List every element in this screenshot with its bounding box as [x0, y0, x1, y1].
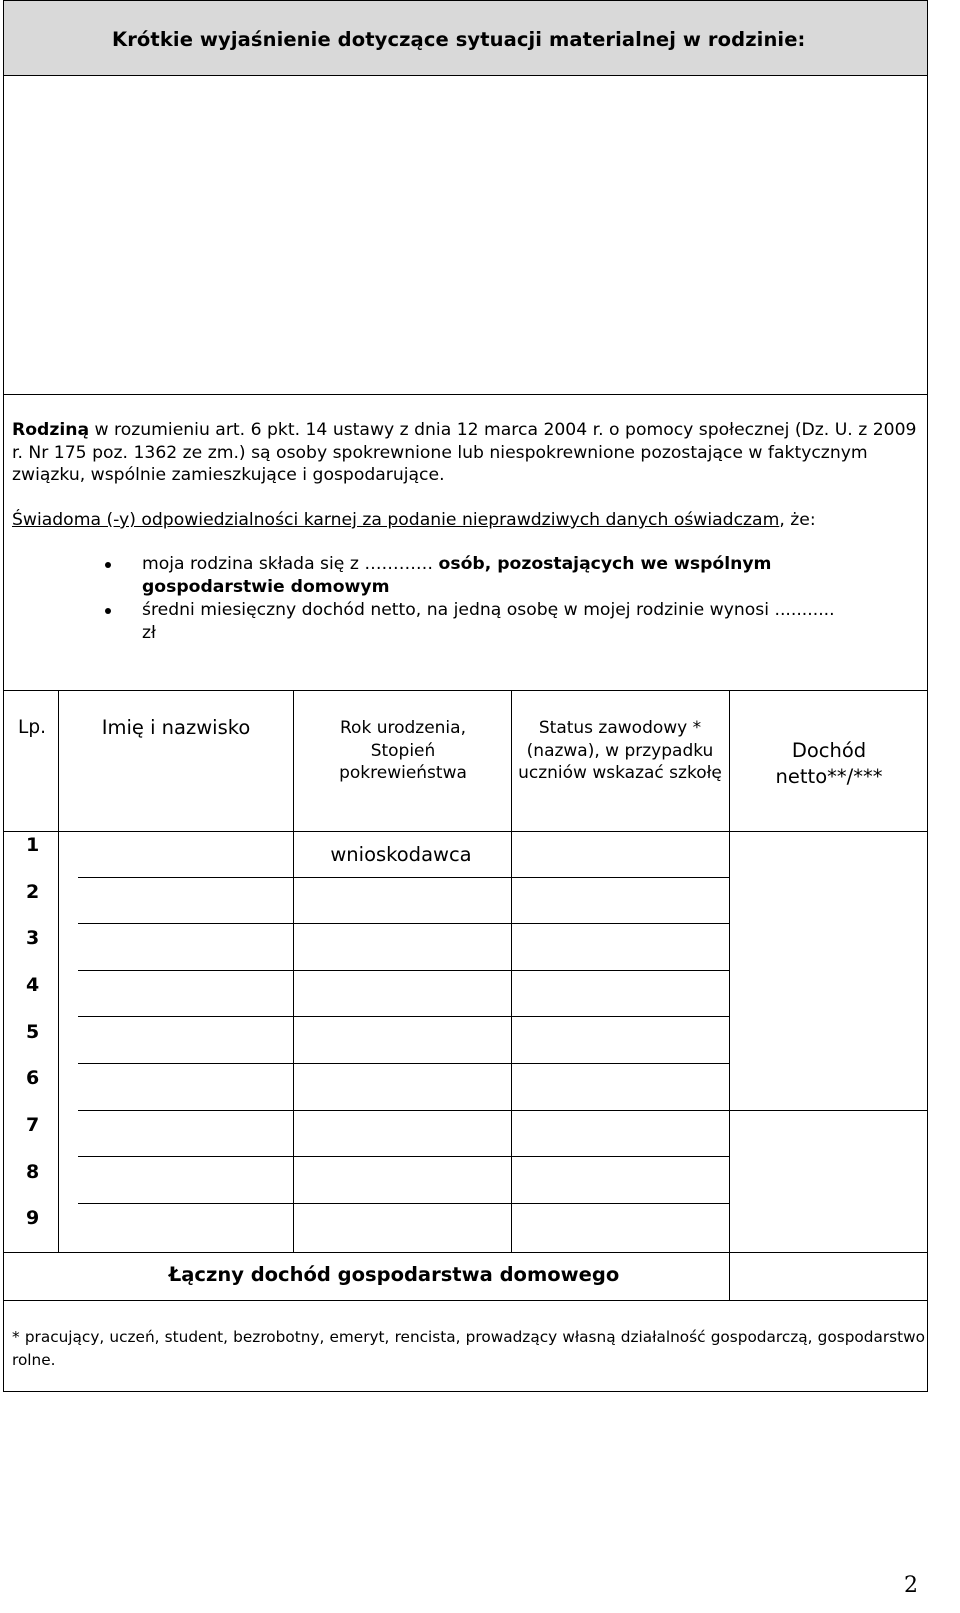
- row-number: 7: [26, 1114, 40, 1136]
- col-divider-birth: [511, 690, 512, 1252]
- row-number: 9: [26, 1207, 40, 1229]
- footnote: * pracujący, uczeń, student, bezrobotny, emeryt, rencista, prowadzący własną działalność gospodarczą, gospodarstwo rolne.: [12, 1328, 925, 1369]
- header-birth-relation: Rok urodzenia, Stopień pokrewieństwa: [339, 718, 467, 783]
- total-income-label: Łączny dochód gospodarstwa domowego: [168, 1263, 620, 1286]
- row-line: [78, 1063, 729, 1064]
- row-line: [78, 1156, 729, 1157]
- section-header: [4, 1, 927, 76]
- family-definition: [12, 419, 917, 487]
- bullet-dot: [105, 608, 111, 614]
- row-number: 8: [26, 1161, 40, 1183]
- row-number: 2: [26, 881, 40, 903]
- row-line: [729, 1110, 927, 1111]
- declaration: [12, 509, 917, 532]
- row-number: 5: [26, 1021, 40, 1043]
- row-number: 3: [26, 927, 40, 949]
- declaration-tail: , że:: [779, 510, 816, 530]
- form-frame: [3, 0, 928, 1392]
- total-row-bottom-border: [4, 1300, 927, 1301]
- row-number: 4: [26, 974, 40, 996]
- col-divider-lp: [58, 690, 59, 1252]
- table-top-border: [4, 690, 927, 691]
- header-lp: Lp.: [18, 717, 46, 738]
- applicant-role: wnioskodawca: [330, 843, 472, 866]
- table-body-bottom-border: [4, 1252, 927, 1253]
- header-income: Dochód netto**/***: [775, 739, 883, 788]
- divider: [4, 394, 927, 395]
- definition-term: Rodziną: [12, 420, 90, 440]
- col-divider-name: [293, 690, 294, 1252]
- page-number: 2: [904, 1573, 918, 1598]
- row-line: [78, 877, 293, 878]
- fill-in-dots: …………: [364, 554, 439, 574]
- row-number: 6: [26, 1067, 40, 1089]
- definition-text: w rozumieniu art. 6 pkt. 14 ustawy z dnia 12 marca 2004 r. o pomocy społecznej (Dz. U. z 2009 r. Nr 175 poz. 1362 ze zm.) są osoby spokrewnione lub niespokrewnione pozostające w faktycznym związku, wspólnie zamieszkujące i gospodarujące.: [12, 420, 917, 485]
- bullet-dot: [105, 562, 111, 568]
- bullet-family-size: moja rodzina składa się z ………… osób, pozostających we wspólnym gospodarstwie domowym: [142, 554, 772, 597]
- row-line: [293, 877, 729, 878]
- table-header-border: [4, 831, 927, 832]
- row-line: [78, 923, 729, 924]
- row-line: [78, 970, 729, 971]
- row-line: [78, 1203, 729, 1204]
- col-divider-status: [729, 690, 730, 1300]
- row-line: [78, 1110, 729, 1111]
- section-title: Krótkie wyjaśnienie dotyczące sytuacji materialnej w rodzinie:: [112, 28, 806, 51]
- row-line: [78, 1016, 729, 1017]
- declaration-statement: Świadoma (-y) odpowiedzialności karnej za podanie nieprawdziwych danych oświadczam: [12, 510, 780, 530]
- row-number: 1: [26, 834, 40, 856]
- header-name: Imię i nazwisko: [101, 716, 251, 739]
- header-occupation: Status zawodowy * (nazwa), w przypadku uczniów wskazać szkołę: [518, 718, 722, 783]
- bullet-average-income: średni miesięczny dochód netto, na jedną osobę w mojej rodzinie wynosi ........... zł: [142, 600, 835, 643]
